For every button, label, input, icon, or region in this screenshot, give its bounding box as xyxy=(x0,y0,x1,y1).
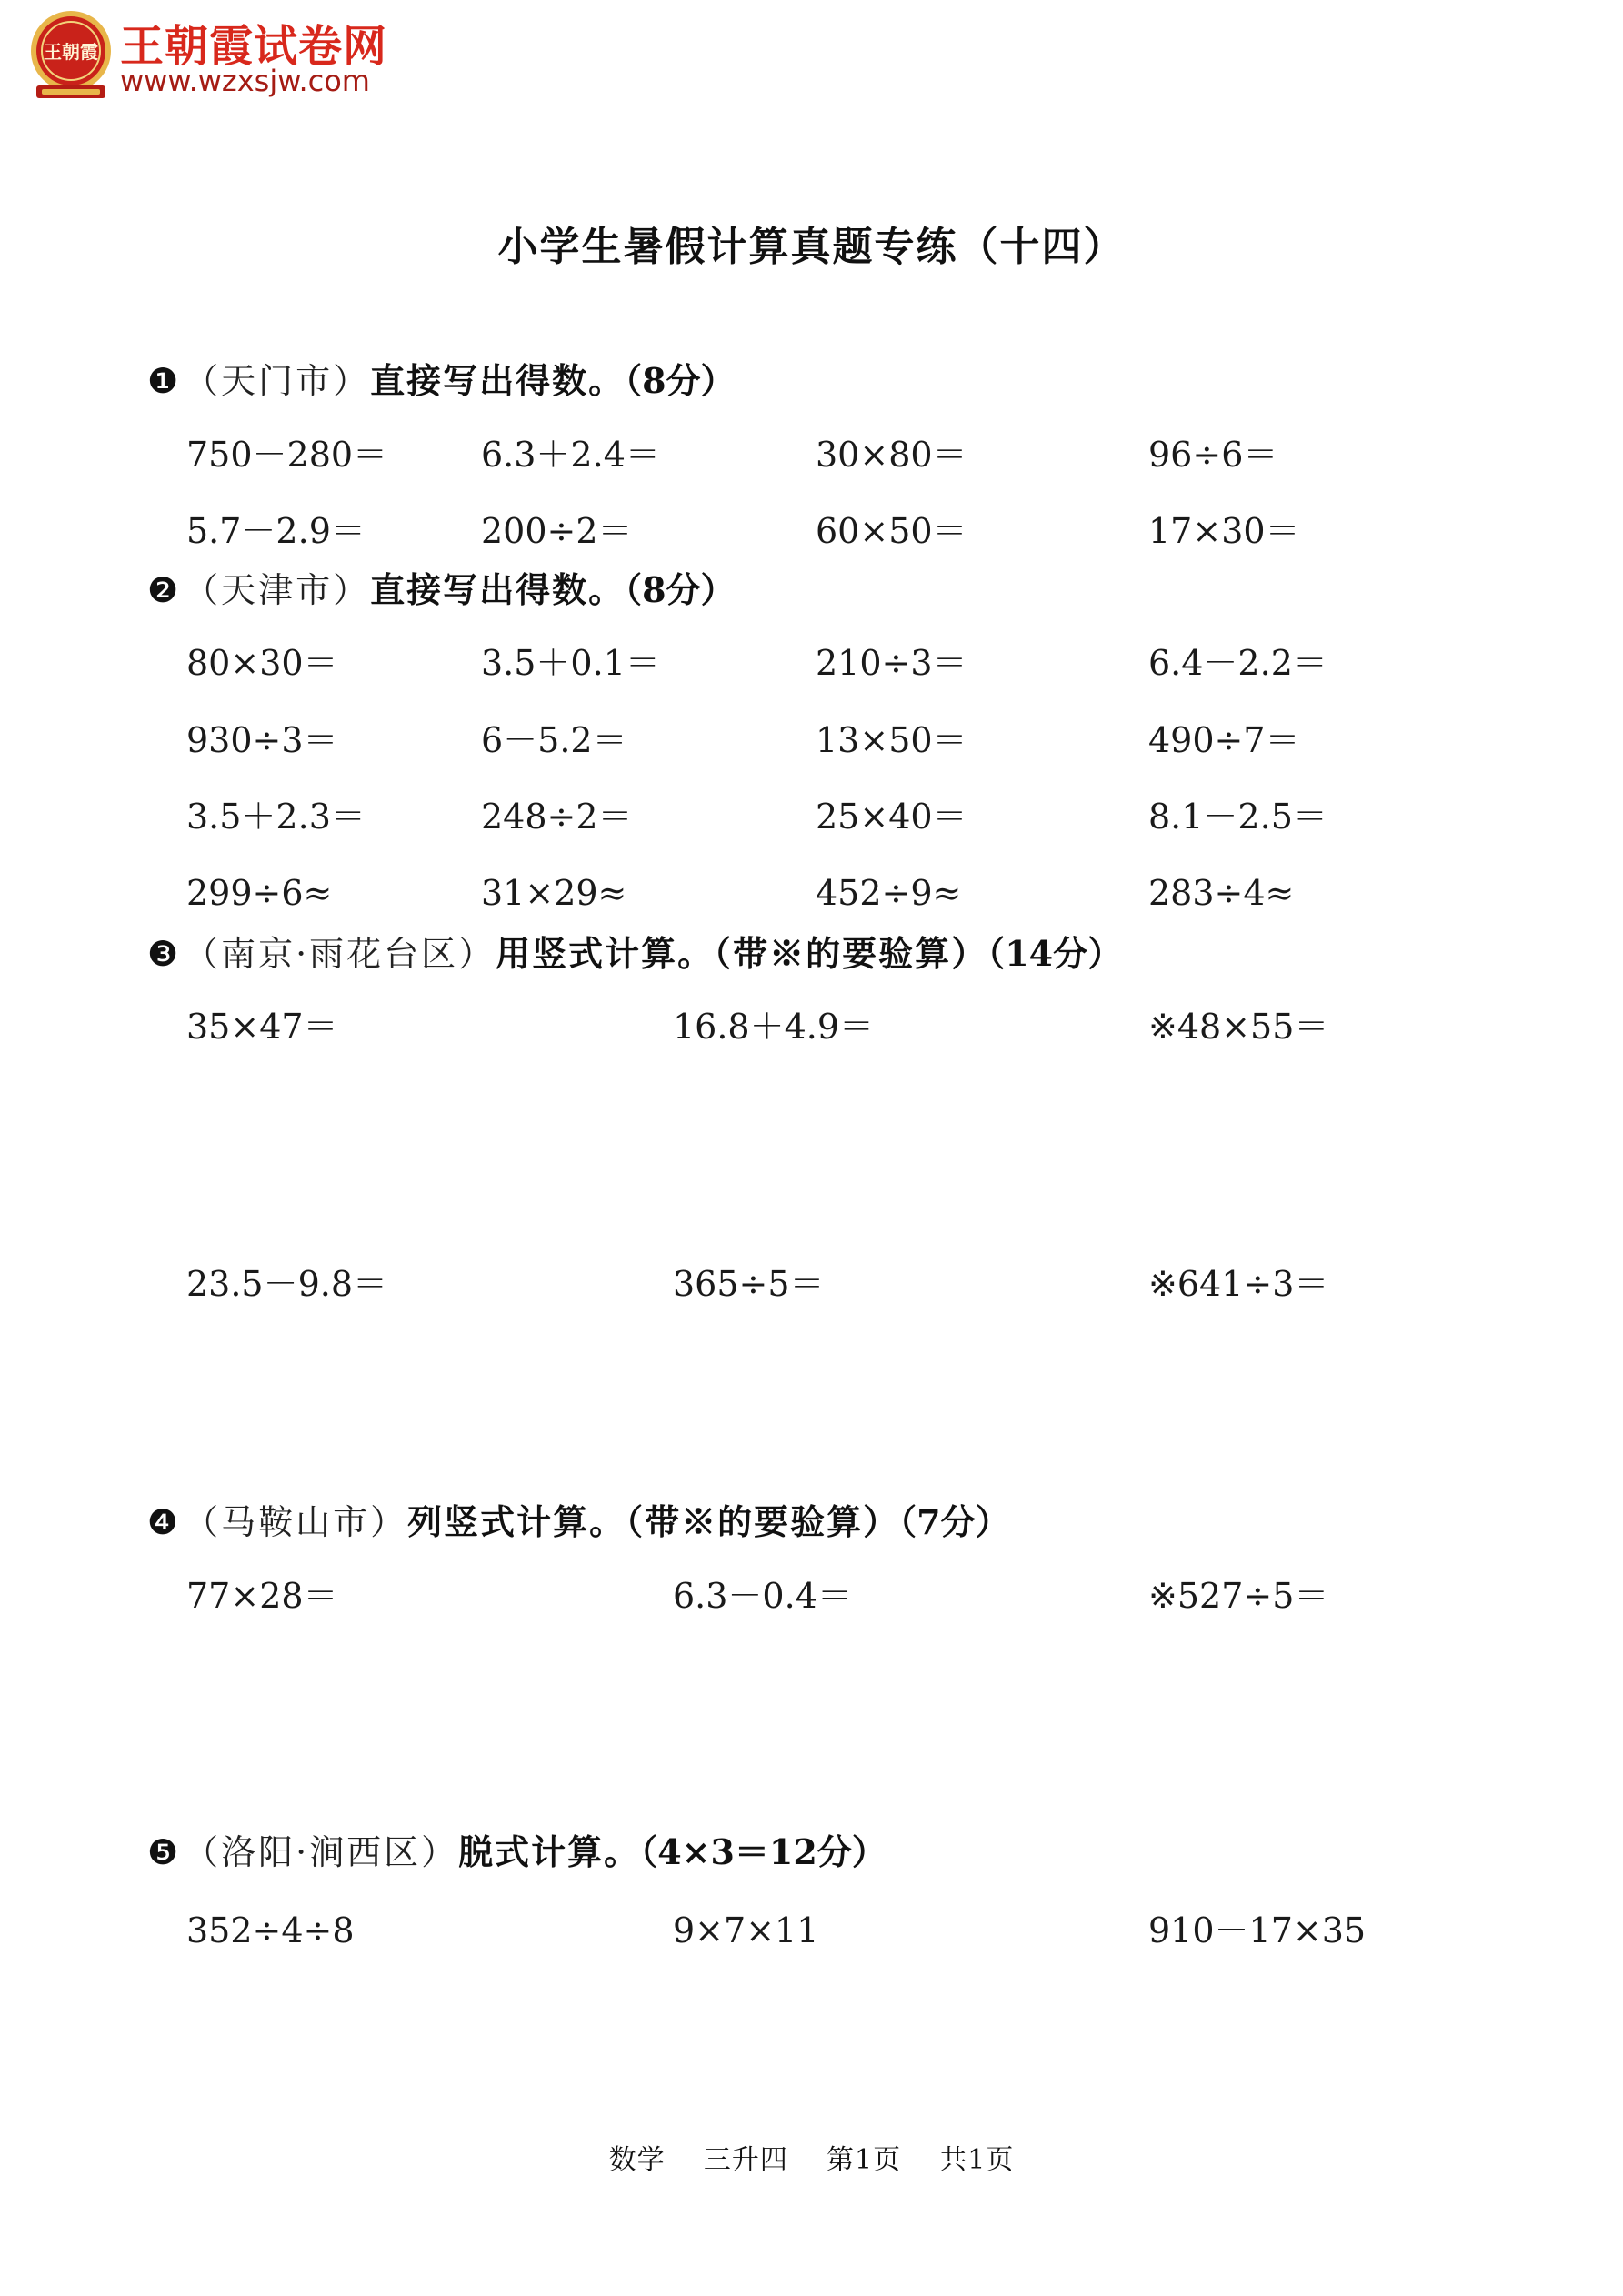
problem: 5.7－2.9＝ xyxy=(186,511,366,551)
section-points: （8分） xyxy=(625,360,736,401)
section-number: ❹ xyxy=(147,1502,179,1542)
section-number: ❸ xyxy=(147,934,179,974)
section-instruction: 直接写出得数。 xyxy=(370,360,626,401)
problem: 365÷5＝ xyxy=(673,1264,825,1304)
section-2-heading xyxy=(147,569,736,610)
problem: 6.3＋2.4＝ xyxy=(481,435,660,475)
section-source: （天门市） xyxy=(184,361,371,401)
brand-url[interactable]: www.wzxsjw.com xyxy=(120,64,370,98)
problem: 200÷2＝ xyxy=(481,511,633,551)
problem: ※48×55＝ xyxy=(1148,1007,1329,1047)
problem: 6.3－0.4＝ xyxy=(673,1576,852,1616)
footer-subject: 数学 xyxy=(608,2144,666,2176)
section-points: （14分） xyxy=(987,933,1123,974)
section-4-heading xyxy=(147,1501,1010,1542)
problem: 3.5＋2.3＝ xyxy=(186,797,366,837)
problem: 910－17×35 xyxy=(1148,1910,1367,1950)
problem: 8.1－2.5＝ xyxy=(1148,797,1327,837)
problem: 352÷4÷8 xyxy=(186,1910,355,1950)
section-source: （天津市） xyxy=(184,570,371,610)
section-instruction: 直接写出得数。 xyxy=(370,569,626,610)
problem: 60×50＝ xyxy=(816,511,967,551)
brand-name: 王朝霞试卷网 xyxy=(120,21,388,72)
page-footer xyxy=(0,2137,1623,2177)
problem: 490÷7＝ xyxy=(1148,720,1300,760)
footer-grade: 三升四 xyxy=(703,2144,788,2176)
section-instruction: 脱式计算。 xyxy=(458,1831,641,1872)
problem: 35×47＝ xyxy=(186,1007,338,1047)
section-instruction: 用竖式计算。（带※的要验算） xyxy=(496,933,988,974)
problem: 210÷3＝ xyxy=(816,643,967,683)
problem: ※527÷5＝ xyxy=(1148,1576,1329,1616)
problem: 452÷9≈ xyxy=(816,873,962,913)
section-1-heading xyxy=(147,360,736,401)
section-3-heading xyxy=(147,933,1123,974)
section-source: （马鞍山市） xyxy=(184,1502,408,1542)
problem: 23.5－9.8＝ xyxy=(186,1264,388,1304)
problem: 77×28＝ xyxy=(186,1576,338,1616)
problem: 30×80＝ xyxy=(816,435,967,475)
section-source: （洛阳·涧西区） xyxy=(184,1832,459,1872)
problem: 16.8＋4.9＝ xyxy=(673,1007,875,1047)
problem: 9×7×11 xyxy=(673,1910,819,1950)
problem: 930÷3＝ xyxy=(186,720,338,760)
section-5-heading xyxy=(147,1831,887,1872)
page-title: 小学生暑假计算真题专练（十四） xyxy=(497,224,1126,270)
problem: 750－280＝ xyxy=(186,435,388,475)
section-points: （8分） xyxy=(625,569,736,610)
problem: 283÷4≈ xyxy=(1148,873,1295,913)
site-logo xyxy=(25,9,116,100)
problem: 299÷6≈ xyxy=(186,873,333,913)
section-points: （7分） xyxy=(899,1501,1010,1542)
svg-text:王朝霞: 王朝霞 xyxy=(44,41,98,63)
section-source: （南京·雨花台区） xyxy=(184,934,496,974)
section-number: ❷ xyxy=(147,570,179,610)
footer-total: 共1页 xyxy=(939,2144,1015,2176)
problem: 25×40＝ xyxy=(816,797,967,837)
section-instruction: 列竖式计算。（带※的要验算） xyxy=(407,1501,900,1542)
problem: 6－5.2＝ xyxy=(481,720,627,760)
problem: 17×30＝ xyxy=(1148,511,1300,551)
problem: 80×30＝ xyxy=(186,643,338,683)
problem: 6.4－2.2＝ xyxy=(1148,643,1327,683)
section-number: ❶ xyxy=(147,361,179,401)
problem: 13×50＝ xyxy=(816,720,967,760)
problem: ※641÷3＝ xyxy=(1148,1264,1329,1304)
problem: 248÷2＝ xyxy=(481,797,633,837)
section-points: （4×3＝12分） xyxy=(640,1831,887,1872)
problem: 96÷6＝ xyxy=(1148,435,1278,475)
problem: 31×29≈ xyxy=(481,873,627,913)
section-number: ❺ xyxy=(147,1832,179,1872)
footer-page: 第1页 xyxy=(826,2144,902,2176)
problem: 3.5＋0.1＝ xyxy=(481,643,660,683)
